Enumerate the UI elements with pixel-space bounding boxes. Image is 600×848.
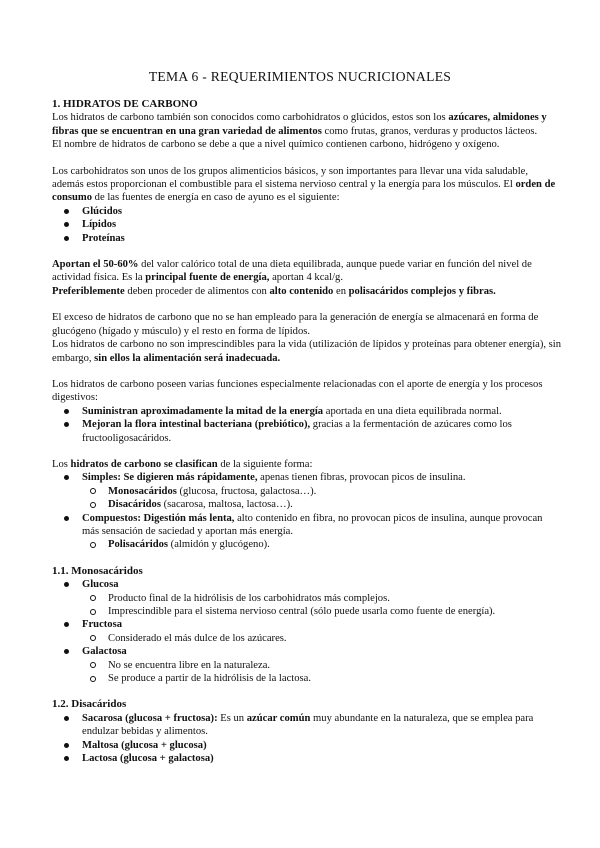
list-item: Lactosa (glucosa + galactosa): [52, 752, 562, 765]
list-item: Fructosa Considerado el más dulce de los azúcares.: [52, 618, 562, 645]
section-heading-carbohydrates: 1. HIDRATOS DE CARBONO: [52, 98, 198, 110]
functions-list: [52, 405, 562, 445]
disaccharides-list: [52, 712, 562, 766]
functions-paragraph: Los hidratos de carbono poseen varias funciones especialmente relacionadas con el aporte de energía y los procesos digestivos:: [52, 378, 543, 404]
list-item: Glucosa Producto final de la hidrólisis de los carbohidratos más complejos. Imprescindible para el sistema nervioso central (sólo puede usarla como fuente de energía).: [52, 578, 562, 618]
name-origin-paragraph: El nombre de hidratos de carbono se debe a que a nivel químico contienen carbono, hidrógeno y oxígeno.: [52, 139, 500, 151]
list-item: Simples: Se digieren más rápidamente, apenas tienen fibras, provocan picos de insulina. Monosacáridos (glucosa, fructosa, galactosa…). Disacáridos (sacarosa, maltosa, lactosa…).: [52, 471, 562, 511]
list-item: Suministran aproximadamente la mitad de la energía aportada en una dieta equilibrada normal.: [52, 405, 562, 418]
intro-paragraph: Los hidratos de carbono también son conocidos como carbohidratos o glúcidos, estos son los azúcares, almidones y fibras que se encuentran en una gran variedad de alimentos como frutas, granos, verduras y productos lácteos.: [52, 112, 547, 137]
section-heading-disaccharides: 1.2. Disacáridos: [52, 698, 127, 711]
preferred-sources-paragraph: Preferiblemente deben proceder de alimentos con alto contenido en polisacáridos complejos y fibras.: [52, 285, 496, 297]
section-heading-monosaccharides: 1.1. Monosacáridos: [52, 564, 143, 577]
list-item: Polisacáridos (almidón y glucógeno).: [82, 538, 562, 551]
not-essential-paragraph: Los hidratos de carbono no son imprescindibles para la vida (utilización de lípidos y proteínas para obtener energía), sin embargo, sin ellos la alimentación será inadecuada.: [52, 339, 562, 364]
list-item: Maltosa (glucosa + glucosa): [52, 739, 562, 752]
excess-storage-paragraph: El exceso de hidratos de carbono que no se han empleado para la generación de energía se almacenará en forma de glucógeno (hígado y músculo) y el resto en forma de lípidos.: [52, 312, 539, 337]
list-item: Mejoran la flora intestinal bacteriana (prebiótico), gracias a la fermentación de azúcares como los fructooligosacáridos.: [52, 418, 562, 445]
list-item: Glúcidos: [52, 205, 562, 218]
complex-subtypes-list: [82, 538, 562, 551]
list-item: Compuestos: Digestión más lenta, alto contenido en fibra, no provocan picos de insulina, aunque provocan más sensación de saciedad y aportan más energía. Polisacáridos (almidón y glucógeno).: [52, 512, 562, 552]
list-item: Proteínas: [52, 232, 562, 245]
list-item: Imprescindible para el sistema nervioso central (sólo puede usarla como fuente de energía).: [82, 605, 562, 618]
list-item: Lípidos: [52, 218, 562, 231]
document-body: [52, 98, 562, 765]
list-item: Producto final de la hidrólisis de los carbohidratos más complejos.: [82, 592, 562, 605]
list-item: Sacarosa (glucosa + fructosa): Es un azúcar común muy abundante en la naturaleza, que se emplea para endulzar bebidas y alimentos.: [52, 712, 562, 739]
galactose-details: [82, 659, 562, 686]
page-title: TEMA 6 - REQUERIMIENTOS NUCRICIONALES: [148, 69, 452, 84]
list-item: Considerado el más dulce de los azúcares.: [82, 632, 562, 645]
classification-list: [52, 471, 562, 551]
list-item: Disacáridos (sacarosa, maltosa, lactosa…).: [82, 498, 562, 511]
basic-groups-paragraph: Los carbohidratos son unos de los grupos alimenticios básicos, y son importantes para llevar una vida saludable, además estos proporcionan el combustible para el sistema nervioso central y la energía para los músculos. El orden de consumo de las fuentes de energía en caso de ayuno es el siguiente:: [52, 165, 556, 204]
list-item: Monosacáridos (glucosa, fructosa, galactosa…).: [82, 485, 562, 498]
fructose-details: [82, 632, 562, 645]
simple-subtypes-list: [82, 485, 562, 512]
list-item: No se encuentra libre en la naturaleza.: [82, 659, 562, 672]
classification-paragraph: Los hidratos de carbono se clasifican de la siguiente forma:: [52, 458, 313, 470]
list-item: Galactosa No se encuentra libre en la naturaleza. Se produce a partir de la hidrólisis de la lactosa.: [52, 645, 562, 685]
list-item: Se produce a partir de la hidrólisis de la lactosa.: [82, 672, 562, 685]
monosaccharides-list: [52, 578, 562, 685]
glucose-details: [82, 592, 562, 619]
consumption-order-list: [52, 205, 562, 245]
caloric-value-paragraph: Aportan el 50-60% del valor calórico total de una dieta equilibrada, aunque puede variar en función del nivel de actividad física. Es la principal fuente de energía, aportan 4 kcal/g.: [52, 259, 532, 284]
